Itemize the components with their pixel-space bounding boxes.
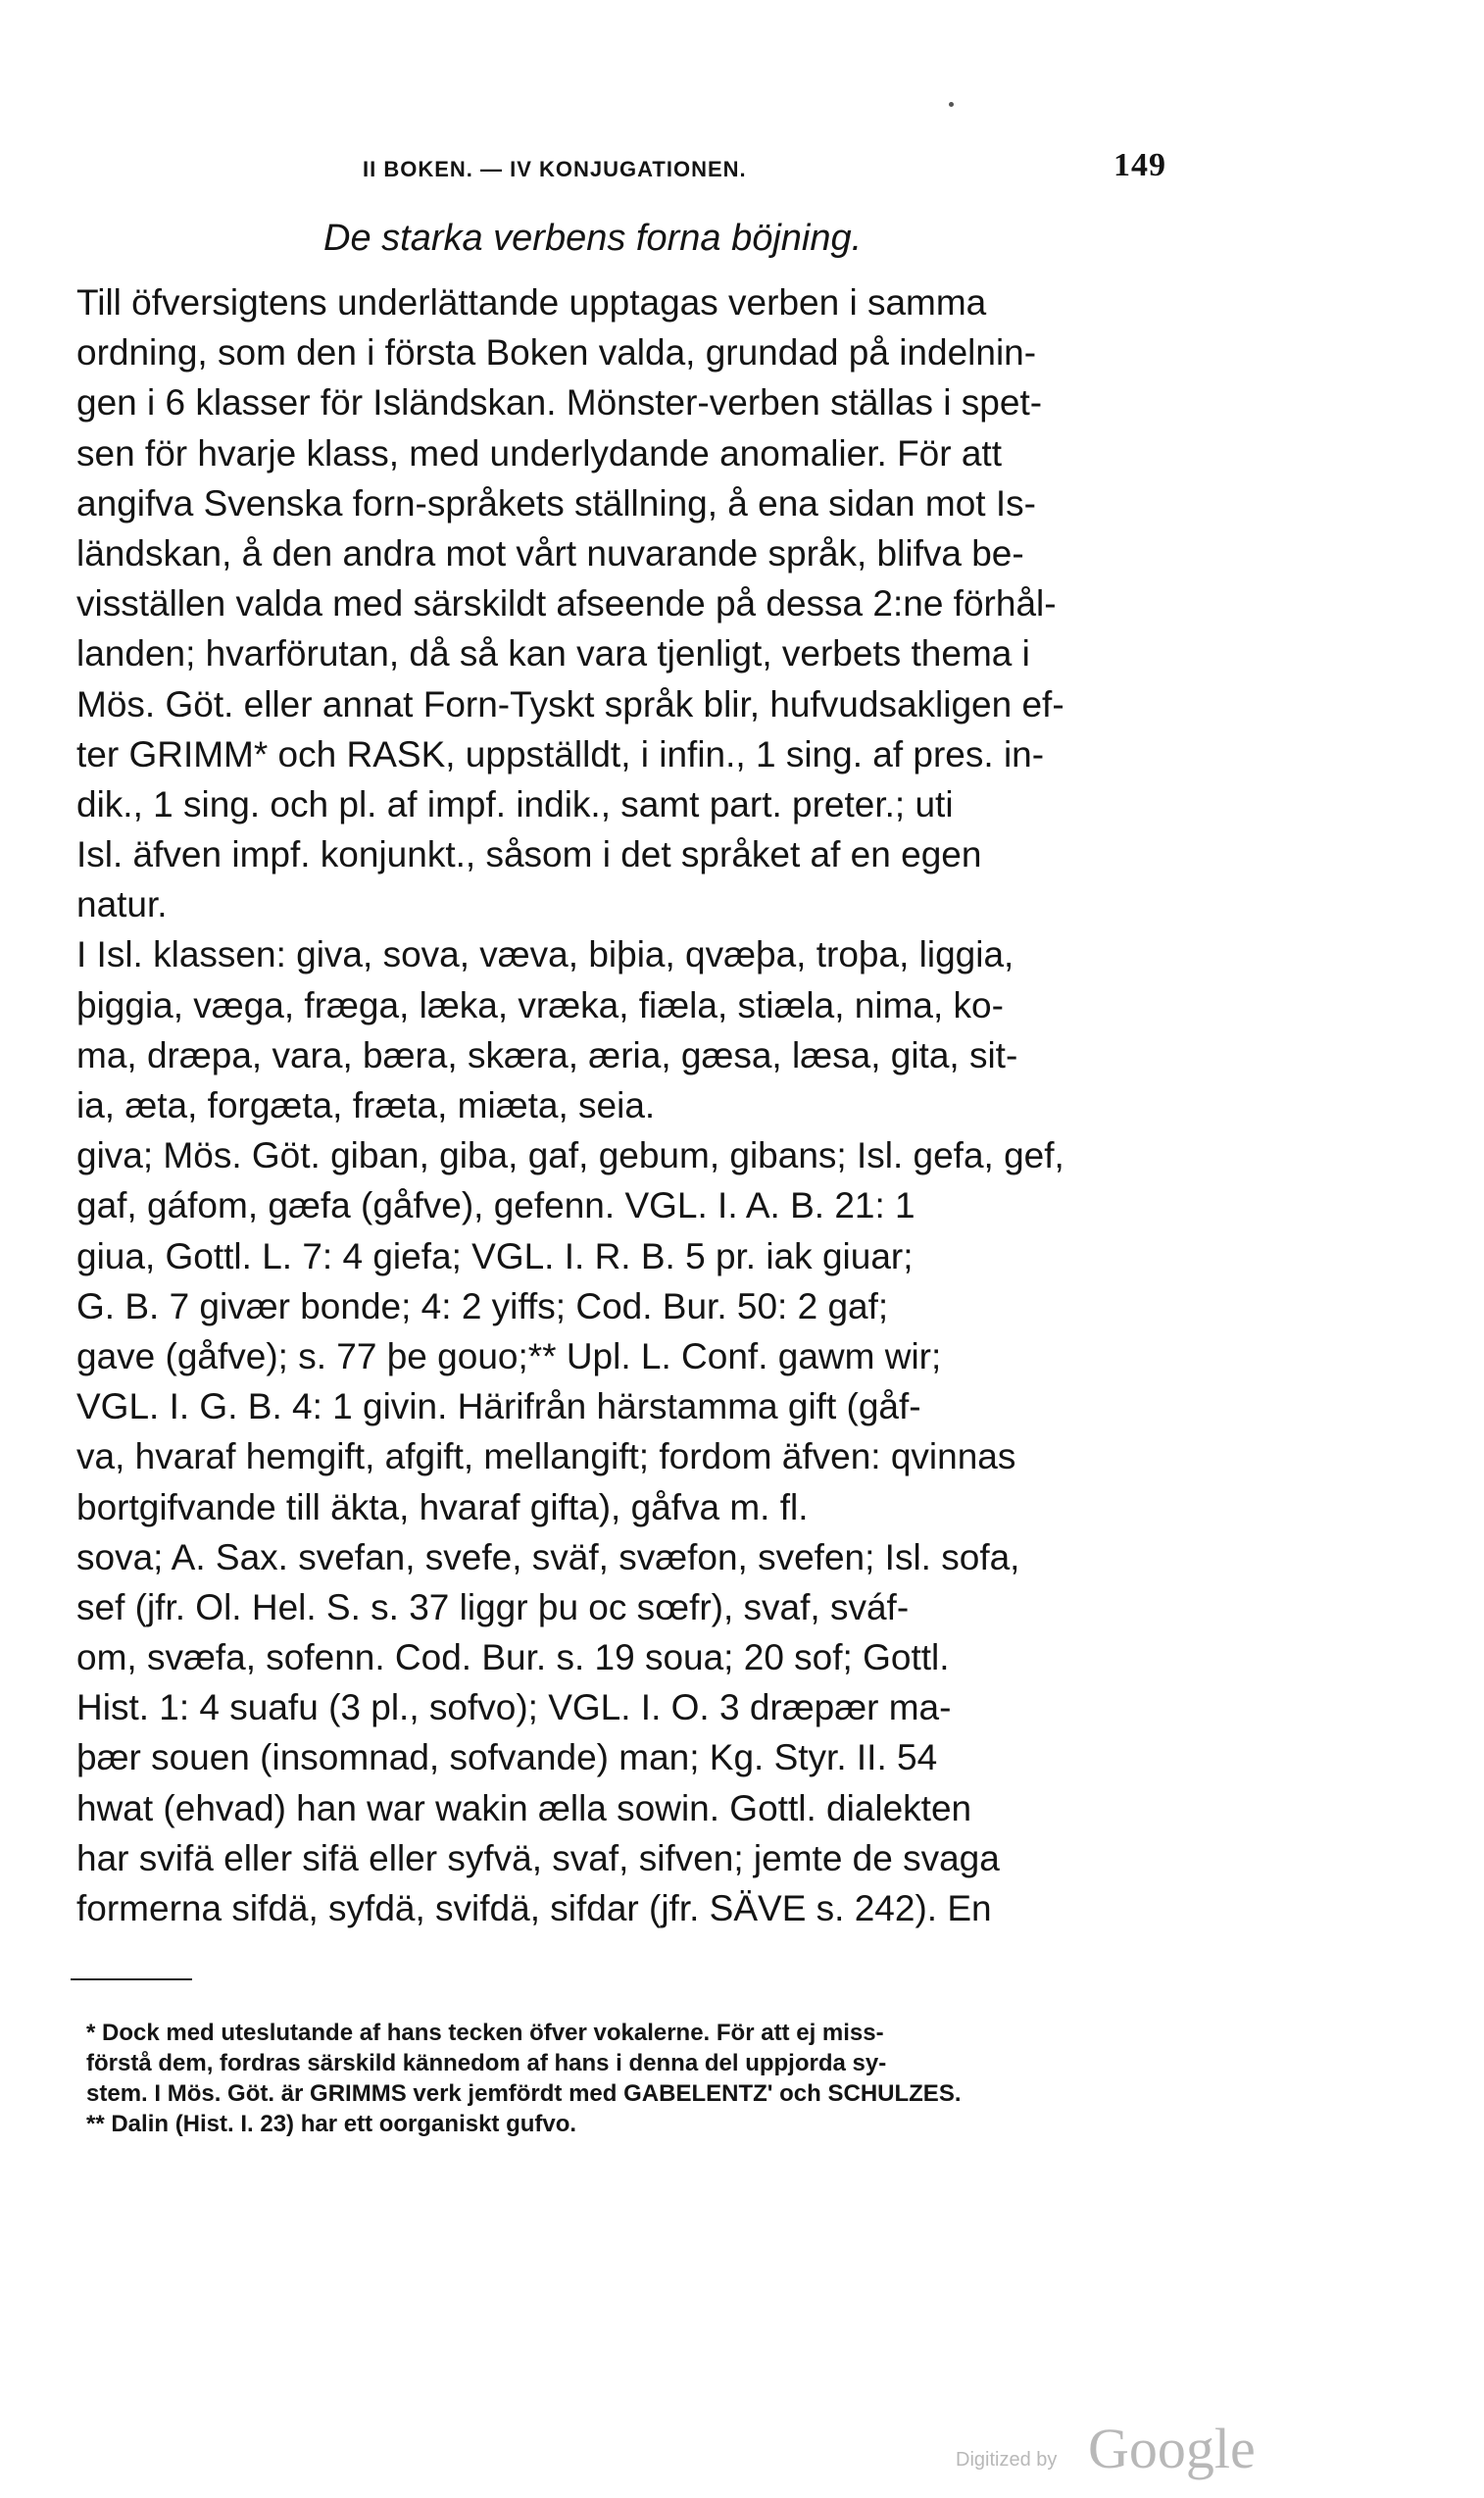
body-text bbox=[76, 277, 1194, 1933]
body-line: þiggia, væga, fræga, læka, vræka, fiæla, stiæla, nima, ko- bbox=[76, 984, 1004, 1025]
body-line: om, svæfa, sofenn. Cod. Bur. s. 19 soua; 20 sof; Gottl. bbox=[76, 1637, 950, 1678]
body-line: Isl. äfven impf. konjunkt., såsom i det språket af en egen bbox=[76, 834, 982, 875]
footnote-line: stem. I Mös. Göt. är GRIMMS verk jemfördt med GABELENTZ' och SCHULZES. bbox=[86, 2080, 962, 2107]
body-line: ordning, som den i första Boken valda, grundad på indelnin- bbox=[76, 332, 1037, 374]
body-line: sef (jfr. Ol. Hel. S. s. 37 liggr þu oc sœfr), svaf, sváf- bbox=[76, 1586, 910, 1627]
body-line: Till öfversigtens underlättande upptagas verben i samma bbox=[76, 282, 987, 323]
section-title: De starka verbens forna böjning. bbox=[323, 218, 863, 259]
body-line: ia, æta, forgæta, fræta, miæta, seia. bbox=[76, 1085, 656, 1125]
print-speck bbox=[949, 102, 954, 107]
body-line: har svifä eller sifä eller syfvä, svaf, sifven; jemte de svaga bbox=[76, 1837, 1000, 1878]
body-line: formerna sifdä, syfdä, svifdä, sifdar (jfr. SÄVE s. 242). En bbox=[76, 1888, 992, 1928]
footnote-line: * Dock med uteslutande af hans tecken öfver vokalerne. För att ej miss- bbox=[86, 2020, 884, 2046]
body-line: Hist. 1: 4 suafu (3 pl., sofvo); VGL. I. O. 3 dræpær ma- bbox=[76, 1687, 952, 1728]
body-line: giua, Gottl. L. 7: 4 giefa; VGL. I. R. B. 5 pr. iak giuar; bbox=[76, 1235, 914, 1276]
body-line: gaf, gáfom, gæfa (gåfve), gefenn. VGL. I. A. B. 21: 1 bbox=[76, 1185, 915, 1226]
body-line: sova; A. Sax. svefan, svefe, sväf, svæfon, svefen; Isl. sofa, bbox=[76, 1536, 1020, 1577]
body-line: gen i 6 klasser för Isländskan. Mönster-verben ställas i spet- bbox=[76, 382, 1043, 424]
body-line: Mös. Göt. eller annat Forn-Tyskt språk blir, hufvudsakligen ef- bbox=[76, 683, 1064, 724]
body-line: ländskan, å den andra mot vårt nuvarande språk, blifva be- bbox=[76, 532, 1024, 574]
footnote-separator bbox=[71, 1978, 192, 1980]
body-line: bortgifvande till äkta, hvaraf gifta), gåfva m. fl. bbox=[76, 1486, 809, 1527]
body-line: giva; Mös. Göt. giban, giba, gaf, gebum, gibans; Isl. gefa, gef, bbox=[76, 1135, 1064, 1176]
body-line: þær souen (insomnad, sofvande) man; Kg. Styr. II. 54 bbox=[76, 1737, 938, 1778]
running-head bbox=[363, 147, 1166, 190]
footnotes bbox=[86, 2018, 1184, 2139]
body-line: hwat (ehvad) han war wakin ælla sowin. Gottl. dialekten bbox=[76, 1787, 972, 1828]
body-line: va, hvaraf hemgift, afgift, mellangift; fordom äfven: qvinnas bbox=[76, 1436, 1016, 1477]
running-title: II BOKEN. — IV KONJUGATIONEN. bbox=[363, 157, 747, 181]
body-line: G. B. 7 givær bonde; 4: 2 yiffs; Cod. Bur. 50: 2 gaf; bbox=[76, 1285, 889, 1326]
footnote-line: förstå dem, fordras särskild kännedom af hans i denna del uppjorda sy- bbox=[86, 2050, 887, 2076]
digitized-by-google-watermark bbox=[956, 2417, 1269, 2480]
body-line: natur. bbox=[76, 884, 168, 925]
body-line: dik., 1 sing. och pl. af impf. indik., samt part. preter.; uti bbox=[76, 783, 954, 824]
google-logo: Google bbox=[1088, 2417, 1256, 2480]
body-line: I Isl. klassen: giva, sova, væva, biþia, qvæþa, troþa, liggia, bbox=[76, 934, 1014, 975]
body-line: ter GRIMM* och RASK, uppställdt, i infin., 1 sing. af pres. in- bbox=[76, 733, 1045, 774]
body-line: gave (gåfve); s. 77 þe gouo;** Upl. L. Conf. gawm wir; bbox=[76, 1335, 942, 1376]
body-line: sen för hvarje klass, med underlydande anomalier. För att bbox=[76, 432, 1002, 474]
body-line: ma, dræpa, vara, bæra, skæra, æria, gæsa, læsa, gita, sit- bbox=[76, 1034, 1018, 1075]
footnote-line: ** Dalin (Hist. I. 23) har ett oorganiskt gufvo. bbox=[86, 2111, 577, 2137]
body-line: angifva Svenska forn-språkets ställning, å ena sidan mot Is- bbox=[76, 482, 1036, 524]
watermark-small-text: Digitized by bbox=[956, 2449, 1058, 2471]
body-line: VGL. I. G. B. 4: 1 givin. Härifrån härstamma gift (gåf- bbox=[76, 1386, 921, 1427]
body-line: landen; hvarförutan, då så kan vara tjenligt, verbets thema i bbox=[76, 633, 1030, 674]
body-line: visställen valda med särskildt afseende på dessa 2:ne förhål- bbox=[76, 583, 1057, 624]
page-number: 149 bbox=[1113, 147, 1166, 183]
